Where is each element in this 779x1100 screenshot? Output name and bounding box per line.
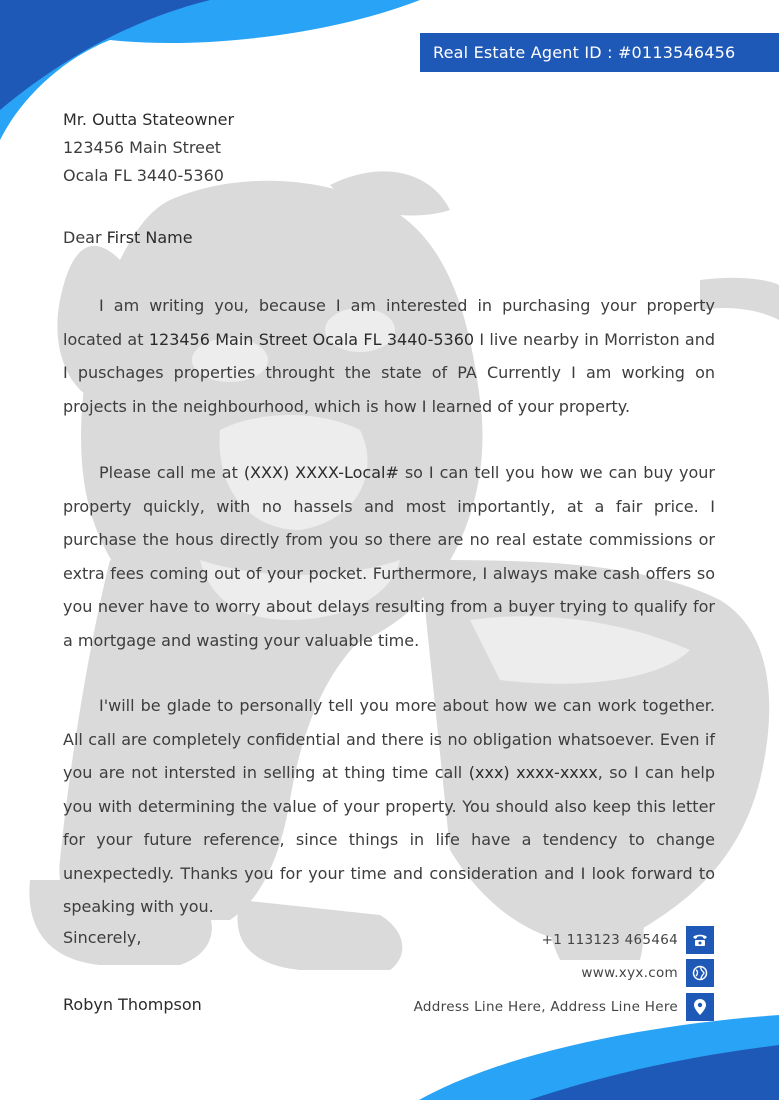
salutation-name: First Name	[106, 228, 193, 247]
recipient-city: Ocala FL 3440-5360	[63, 166, 224, 185]
paragraph-3-phone: (xxx) xxxx-xxxx	[468, 763, 598, 782]
bottom-right-swoosh	[379, 1015, 779, 1100]
recipient-address	[63, 106, 234, 190]
globe-icon	[686, 959, 714, 987]
paragraph-1-address: 123456 Main Street Ocala FL 3440-5360	[148, 329, 475, 349]
paragraph-1-text-c: I live nearby in Morriston and I puschages properties throught the state of PA Currently I am working on projects in the neighbourhood, which is how I learned of your property.	[63, 329, 716, 416]
salutation	[63, 228, 193, 247]
contact-address	[414, 993, 714, 1021]
recipient-street: 123456 Main Street	[63, 138, 222, 157]
recipient-name: Mr. Outta Stateowner	[63, 110, 235, 129]
contact-website-text: www.xyx.com	[581, 965, 678, 981]
salutation-prefix: Dear	[63, 228, 102, 247]
paragraph-2-phone: (XXX) XXXX-Local#	[243, 463, 399, 482]
contact-address-text: Address Line Here, Address Line Here	[413, 999, 678, 1015]
location-pin-icon	[686, 993, 714, 1021]
paragraph-3	[63, 689, 715, 924]
contact-phone-text: +1 113123 465464	[541, 932, 678, 948]
signature-name: Robyn Thompson	[63, 995, 202, 1014]
paragraph-2	[63, 456, 715, 657]
paragraph-1-text-a: I am writing you, because I am interested in purchasing your property located at	[63, 296, 715, 349]
agent-id-bar	[420, 33, 779, 72]
contact-phone	[542, 926, 714, 954]
paragraph-2-text-a: Please call me at	[99, 463, 244, 482]
paragraph-3-text-c: , so I can help you with determining the value of your property. You should also keep this letter for your future reference, since things in life have a tendency to change unexpectedly. Thanks you for your time and consideration and I look forward to speaking with you.	[63, 763, 716, 916]
paragraph-1	[63, 289, 715, 423]
paragraph-3-text-a: I'will be glade to personally tell you more about how we can work together. All call are completely confidential and there is no obligation whatsoever. Even if you are not intersted in selling at thing time call	[63, 696, 715, 782]
closing: Sincerely,	[63, 928, 142, 947]
paragraph-2-text-c: so I can tell you how we can buy your property quickly, with no hassels and most importantly, at a fair price. I purchase the hous directly from you so there are no real estate commissions or extra fees coming out of your pocket. Furthermore, I always make cash offers so you never have to worry about delays resulting from a buyer trying to qualify for a mortgage and wasting your valuable time.	[63, 463, 716, 650]
contact-website	[581, 959, 714, 987]
phone-icon	[686, 926, 714, 954]
agent-id-text: Real Estate Agent ID : #0113546456	[433, 43, 736, 62]
